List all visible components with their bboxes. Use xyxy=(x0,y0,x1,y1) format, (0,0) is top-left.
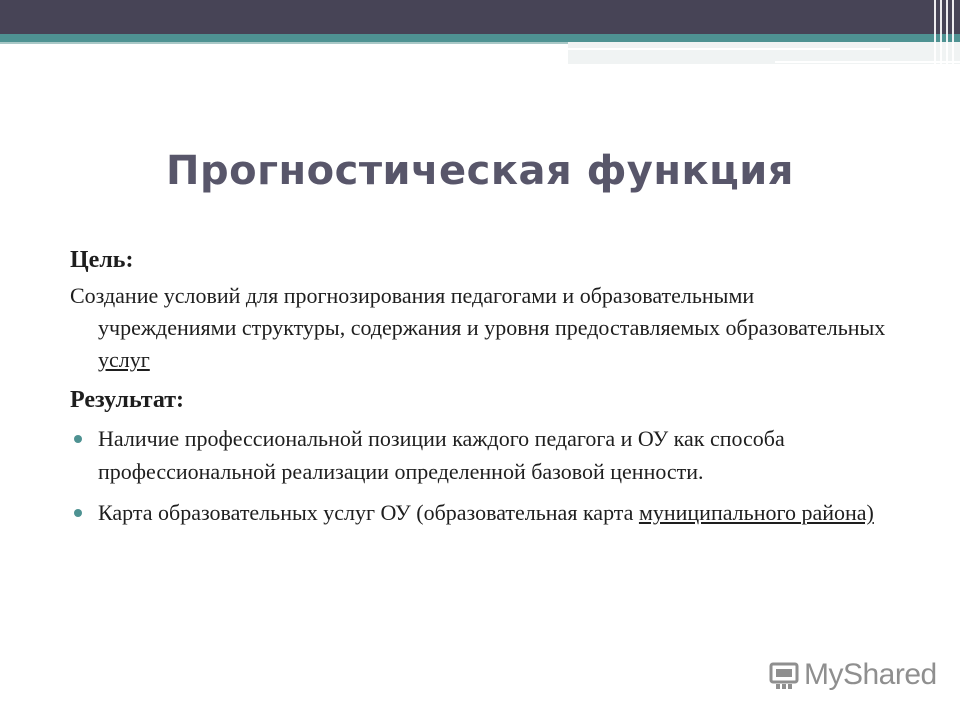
bullet-text: Наличие профессиональной позиции каждого педагога и ОУ как способа профессиональной реализации определенной базовой ценности. xyxy=(98,426,785,484)
goal-text xyxy=(70,280,890,376)
bullet-icon xyxy=(74,435,82,443)
goal-heading: Цель: xyxy=(70,247,134,273)
decor-line xyxy=(568,48,890,50)
accent-band xyxy=(0,34,960,42)
list-item xyxy=(70,496,890,529)
watermark-logo xyxy=(768,655,937,695)
bullet-text-underlined: муниципального района) xyxy=(638,500,874,525)
goal-text-main: Создание условий для прогнозирования педагогами и образовательными учреждениями структуры, содержания и уровня предоставляемых образовательных xyxy=(70,283,886,340)
result-heading: Результат: xyxy=(70,387,185,413)
corner-decor xyxy=(930,0,960,64)
list-item xyxy=(70,422,890,488)
myshared-logo-icon xyxy=(768,659,800,691)
slide-title: Прогностическая функция xyxy=(166,148,794,194)
watermark-text: MyShared xyxy=(804,658,937,691)
bullet-icon xyxy=(74,509,82,517)
slide-body xyxy=(70,244,890,537)
bullet-text: Карта образовательных услуг ОУ (образовательная карта xyxy=(98,500,639,525)
top-bar xyxy=(0,0,960,34)
goal-text-underlined: услуг xyxy=(98,347,150,372)
decor-line xyxy=(0,42,568,44)
